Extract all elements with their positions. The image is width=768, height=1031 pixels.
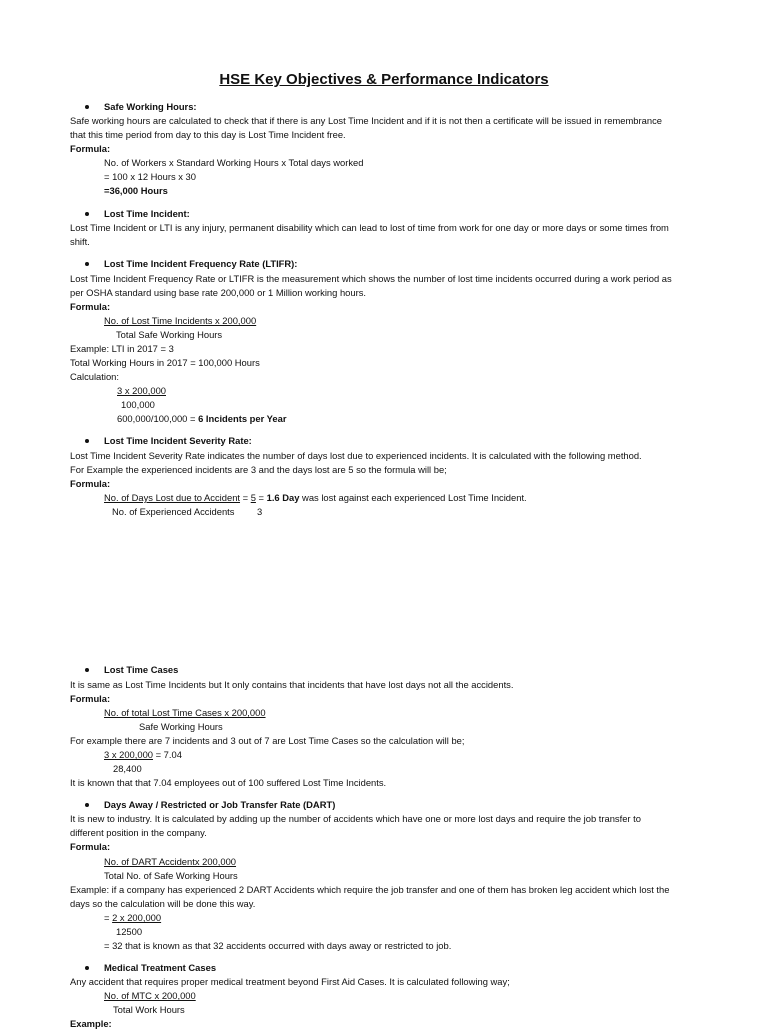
body-text: Any accident that requires proper medical treatment beyond First Aid Cases. It is calculated following way; (70, 976, 510, 987)
formula-numerator: No. of Lost Time Incidents x 200,000 (104, 315, 257, 326)
formula-denominator: Total Work Hours (113, 1004, 185, 1015)
body-text: It is same as Lost Time Incidents but It only contains that incidents that have lost days not all the accidents. (70, 679, 514, 690)
formula-numerator: No. of total Lost Time Cases x 200,000 (104, 707, 266, 718)
body-text: It is new to industry. It is calculated by adding up the number of accidents which have one or more lost days and require the job transfer to (70, 813, 641, 824)
formula-denominator-value: 3 (257, 506, 263, 517)
calculation-denominator: 28,400 (113, 763, 142, 774)
body-text: Lost Time Incident Severity Rate indicates the number of days lost due to experienced incidents. It is calculated with the following method. (70, 450, 642, 461)
severity-formula-line: No. of Days Lost due to Accident = 5 = 1.6 Day was lost against each experienced Lost Time Incident. (104, 492, 527, 503)
calculation-result: 600,000/100,000 = 6 Incidents per Year (117, 413, 287, 424)
formula-numerator: No. of DART Accidentx 200,000 (104, 856, 237, 867)
note-text: It is known that that 7.04 employees out of 100 suffered Lost Time Incidents. (70, 777, 387, 788)
formula-label: Formula: (70, 301, 111, 312)
example-label: Example: (70, 1018, 112, 1029)
document-title: HSE Key Objectives & Performance Indicators (219, 71, 549, 88)
formula-label: Formula: (70, 478, 111, 489)
formula-result: =36,000 Hours (104, 185, 168, 196)
calculation-label: Calculation: (70, 371, 119, 382)
body-text: different position in the company. (70, 827, 207, 838)
body-text: that this time period from day to this day is Lost Time Incident free. (70, 129, 346, 140)
body-text: For Example the experienced incidents are 3 and the days lost are 5 so the formula will be; (70, 464, 447, 475)
calculation-numerator: = 2 x 200,000 (104, 912, 162, 923)
calculation-numerator: 3 x 200,000 (117, 385, 166, 396)
formula-label: Formula: (70, 841, 111, 852)
calculation-denominator: 12500 (116, 926, 143, 937)
formula-label: Formula: (70, 693, 111, 704)
body-text: Lost Time Incident Frequency Rate or LTIFR is the measurement which shows the number of lost time incidents occurred during a work period as (70, 273, 672, 284)
formula-denominator: Total Safe Working Hours (116, 329, 223, 340)
formula-numerator: No. of MTC x 200,000 (104, 990, 196, 1001)
body-text: per OSHA standard using base rate 200,000 or 1 Million working hours. (70, 287, 366, 298)
document-page: HSE Key Objectives & Performance Indicators Safe Working Hours: Safe working hours are calculated to check that if there is any Lost Time Incident and if it is not then a certificate will be issued in remembrance that this time period from day to this day is Lost Time Incident free. Formula: No. of Workers x Standard Working Hours x Total days worked = 100 x 12 Hours x 30 =36,000 Hours Lost Time Incident: Lost Time Incident or LTI is any injury, permanent disability which can lead to lost of time from work for one day or more days or some times from shift. Lost Time Incident Frequency Rate (LTIFR): Lost Time Incident Frequency Rate or LTIFR is the measurement which shows the number of lost time incidents occurred during a work period as per OSHA standard using base rate 200,000 or 1 Million working hours. Formula: No. of Lost Time Incidents x 200,000 Total Safe Working Hours Example: LTI in 2017 = 3 Total Working Hours in 2017 = 100,000 Hours Calculation: 3 x 200,000 100,000 600,000/100,000 = 6 Incidents per Year Lost Time Incident Severity Rate: Lost Time Incident Severity Rate indicates the number of days lost due to experienced incidents. It is calculated with the following method. For Example the experienced incidents are 3 and the days lost are 5 so the formula will be; Formula: No. of Days Lost due to Accident = 5 = 1.6 Day was lost against each experienced Lost Time Incident. No. of Experienced Accidents 3 Lost Time Cases It is same as Lost Time Incidents but It only contains that incidents that have lost days not all the accidents. Formula: No. of total Lost Time Cases x 200,000 Safe Working Hours For example there are 7 incidents and 3 out of 7 are Lost Time Cases so the calculation will be; 3 x 200,000 = 7.04 28,400 It is known that that 7.04 employees out of 100 suffered Lost Time Incidents. Days Away / Restricted or Job Transfer Rate (DART) It is new to industry. It is calculated by adding up the number of accidents which have one or more lost days and require the job transfer to different position in the company. Formula: No. of DART Accidentx 200,000 Total No. of Safe Working Hours Example: if a company has experienced 2 DART Accidents which require the job transfer and one of them has broken leg accident which lost the days so the calculation will be done this way. = 2 x 200,000 12500 = 32 that is known as that 32 accidents occurred with days away or restricted to job. Medical Treatment Cases Any accident that requires proper medical treatment beyond First Aid Cases. It is calculated following way; No. of MTC x 200,000 Total Work Hours Example: (0, 0, 768, 1024)
example-text: days so the calculation will be done this way. (70, 898, 256, 909)
formula-denominator: Total No. of Safe Working Hours (104, 870, 238, 881)
formula-label: Formula: (70, 143, 111, 154)
calculation-denominator: 100,000 (121, 399, 155, 410)
example-text: For example there are 7 incidents and 3 out of 7 are Lost Time Cases so the calculation will be; (70, 735, 465, 746)
formula-line: No. of Workers x Standard Working Hours x Total days worked (104, 157, 364, 168)
example-text: Total Working Hours in 2017 = 100,000 Hours (70, 357, 260, 368)
calculation-result: = 32 that is known as that 32 accidents occurred with days away or restricted to job. (104, 940, 452, 951)
formula-denominator: No. of Experienced Accidents (112, 506, 235, 517)
body-text: Safe working hours are calculated to check that if there is any Lost Time Incident and if it is not then a certificate will be issued in remembrance (70, 115, 662, 126)
body-text: shift. (70, 236, 90, 247)
example-text: Example: if a company has experienced 2 DART Accidents which require the job transfer and one of them has broken leg accident which lost the (70, 884, 670, 895)
calculation-line: 3 x 200,000 = 7.04 (104, 749, 182, 760)
body-text: Lost Time Incident or LTI is any injury, permanent disability which can lead to lost of time from work for one day or more days or some times from (70, 222, 669, 233)
example-text: Example: LTI in 2017 = 3 (70, 343, 174, 354)
formula-denominator: Safe Working Hours (139, 721, 223, 732)
formula-line: = 100 x 12 Hours x 30 (104, 171, 196, 182)
